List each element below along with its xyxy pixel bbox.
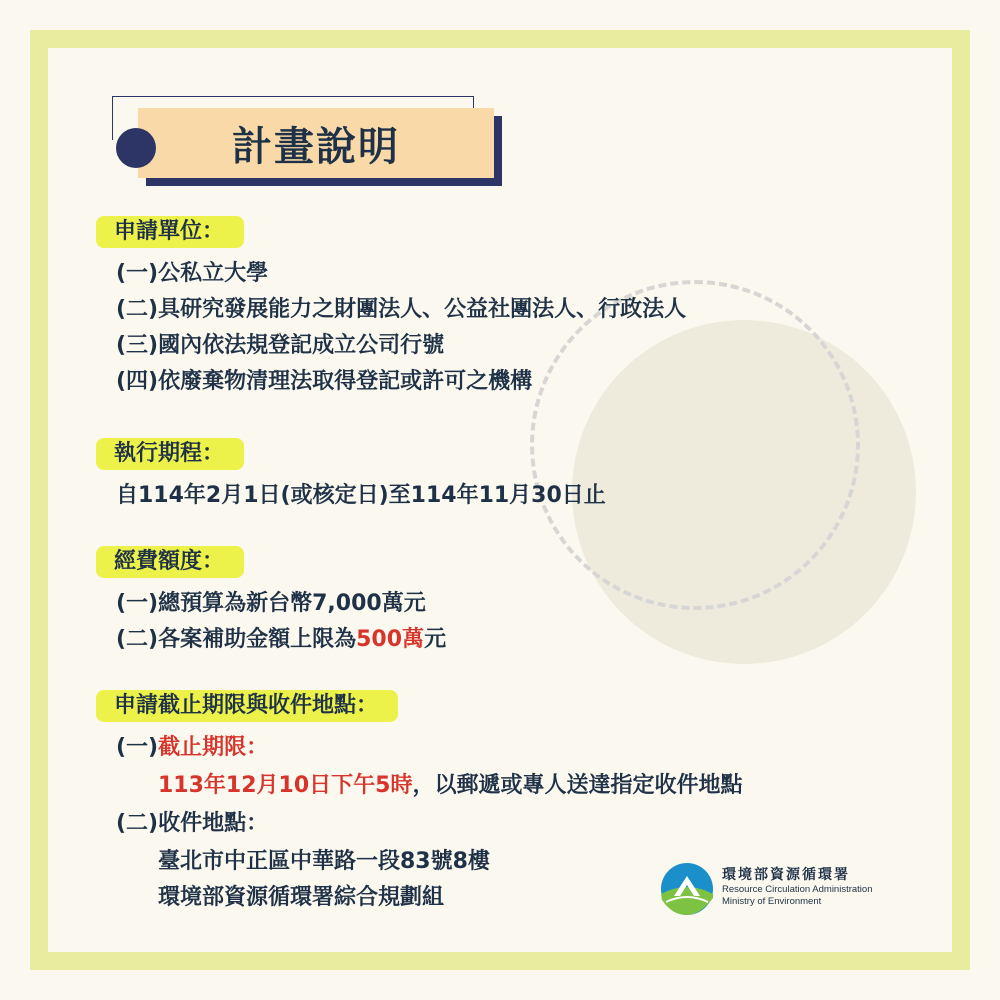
deadline-delivery-note: ，以郵遞或專人送達指定收件地點 (412, 773, 743, 798)
deadline-item-1-prefix: (一) (116, 735, 159, 760)
delivery-office: 環境部資源循環署綜合規劃組 (158, 885, 445, 910)
delivery-address: 臺北市中正區中華路一段83號8樓 (158, 849, 490, 874)
logo-chinese-name: 環境部資源循環署 (722, 867, 850, 883)
deadline-item-2: (二)收件地點： (116, 811, 269, 836)
deadline-date: 113年12月10日下午5時 (158, 773, 413, 798)
applicant-item-4: (四)依廢棄物清理法取得登記或許可之機構 (116, 369, 533, 394)
schedule-text: 自114年2月1日(或核定日)至114年11月30日止 (116, 483, 606, 508)
funding-cap-amount: 500萬 (356, 627, 425, 652)
title-bullet-dot (116, 128, 156, 168)
deadline-label: 截止期限： (158, 735, 269, 760)
ministry-logo (660, 862, 880, 922)
deadline-item-1 (116, 730, 268, 761)
funding-item-2-suffix: 元 (424, 627, 447, 652)
funding-item-2-prefix: (二)各案補助金額上限為 (116, 627, 357, 652)
ministry-emblem-icon (660, 862, 714, 916)
applicant-item-2: (二)具研究發展能力之財團法人、公益社團法人、行政法人 (116, 297, 687, 322)
logo-english-ministry: Ministry of Environment (722, 896, 822, 907)
funding-item-2 (116, 622, 446, 653)
logo-english-name: Resource Circulation Administration (722, 884, 873, 895)
section-label-deadline: 申請截止期限與收件地點： (96, 690, 398, 722)
deadline-detail (158, 768, 742, 799)
applicant-item-3: (三)國內依法規登記成立公司行號 (116, 333, 445, 358)
decorative-dashed-circle (530, 280, 860, 610)
section-label-funding: 經費額度： (96, 546, 244, 578)
page-title: 計畫說明 (138, 108, 494, 178)
applicant-item-1: (一)公私立大學 (116, 261, 269, 286)
section-label-applicant: 申請單位： (96, 216, 244, 248)
section-label-schedule: 執行期程： (96, 438, 244, 470)
funding-item-1: (一)總預算為新台幣7,000萬元 (116, 591, 426, 616)
